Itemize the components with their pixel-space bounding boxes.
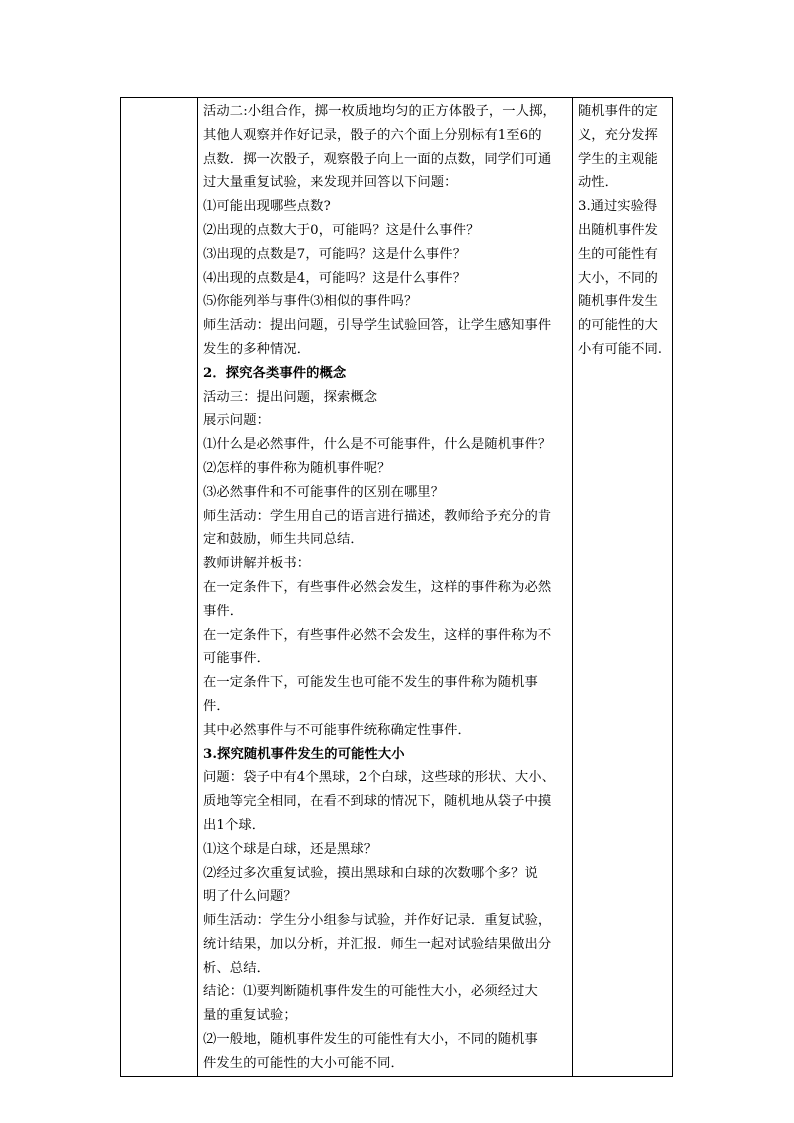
text-line: ⑴这个球是白球，还是黑球？ (203, 841, 378, 857)
intent-text-line: 的可能性的大 (578, 318, 658, 334)
text-line: 可能事件． (203, 651, 270, 667)
text-line: ⑵经过多次重复试验，摸出黑球和白球的次数哪个多？说 (203, 865, 538, 881)
text-line: 结论：⑴要判断随机事件发生的可能性大小，必须经过大 (203, 984, 538, 1000)
text-line: 质地等完全相同，在看不到球的情况下，随机地从袋子中摸 (203, 794, 552, 810)
intent-text-line: 大小，不同的 (578, 270, 658, 286)
section-heading: 3.探究随机事件发生的可能性大小 (203, 746, 405, 762)
text-line: 问题：袋子中有4个黑球，2个白球，这些球的形状、大小、 (203, 770, 556, 786)
text-line: 明了什么问题？ (203, 889, 297, 905)
text-line: 出1个球． (203, 817, 266, 833)
text-line: ⑶出现的点数是7，可能吗？这是什么事件？ (203, 246, 467, 262)
text-line: ⑵一般地，随机事件发生的可能性有大小，不同的随机事 (203, 1032, 538, 1048)
intent-text-line: 随机事件发生 (578, 294, 658, 310)
text-line: 过大量重复试验，来发现并回答以下问题： (203, 175, 458, 191)
lesson-plan-table (120, 97, 673, 1077)
design-intent-cell (573, 98, 673, 1077)
intent-text-line: 动性． (578, 175, 618, 191)
text-line: ⑴什么是必然事件，什么是不可能事件，什么是随机事件？ (203, 437, 552, 453)
table-row (121, 98, 673, 1077)
text-line: 件发生的可能性的大小可能不同． (203, 1055, 404, 1071)
text-line: 点数．掷一次骰子，观察骰子向上一面的点数，同学们可通 (203, 151, 552, 167)
text-line: 定和鼓励，师生共同总结． (203, 532, 364, 548)
intent-text-line: 随机事件的定 (578, 104, 658, 119)
intent-text-line: 义，充分发挥 (578, 127, 658, 143)
section-heading: 2．探究各类事件的概念 (203, 365, 347, 381)
text-line: 活动二:小组合作，掷一枚质地均匀的正方体骰子，一人掷， (203, 104, 556, 119)
text-line: ⑵出现的点数大于0，可能吗？这是什么事件？ (203, 222, 480, 238)
text-line: 师生活动：提出问题，引导学生试验回答，让学生感知事件 (203, 318, 552, 334)
text-line: 教师讲解并板书： (203, 556, 311, 572)
text-line: ⑸你能列举与事件⑶相似的事件吗？ (203, 294, 418, 310)
text-line: 其他人观察并作好记录，骰子的六个面上分别标有1至6的 (203, 127, 542, 143)
text-line: 析、总结． (203, 960, 270, 976)
text-line: 活动三：提出问题，探索概念 (203, 389, 378, 405)
text-line: 件． (203, 698, 230, 714)
text-line: 其中必然事件与不可能事件统称确定性事件． (203, 722, 471, 738)
text-line: ⑶必然事件和不可能事件的区别在哪里？ (203, 484, 445, 500)
text-line: 在一定条件下，有些事件必然会发生，这样的事件称为必然 (203, 579, 552, 595)
text-line: 师生活动：学生分小组参与试验，并作好记录．重复试验， (203, 913, 552, 929)
intent-text-line: 生的可能性有 (578, 246, 658, 262)
text-line: 统计结果，加以分析，并汇报．师生一起对试验结果做出分 (203, 936, 552, 952)
text-line: ⑵怎样的事件称为随机事件呢？ (203, 460, 391, 476)
teaching-process-cell (198, 98, 573, 1077)
text-line: ⑷出现的点数是4，可能吗？这是什么事件？ (203, 270, 467, 286)
text-line: 量的重复试验； (203, 1008, 297, 1024)
stage-cell (121, 98, 198, 1077)
text-line: ⑴可能出现哪些点数? (203, 199, 331, 215)
intent-text-line: 出随机事件发 (578, 222, 658, 238)
text-line: 展示问题： (203, 413, 270, 429)
intent-text-line: 小有可能不同. (578, 341, 663, 357)
text-line: 在一定条件下，有些事件必然不会发生，这样的事件称为不 (203, 627, 552, 643)
intent-text-line: 3.通过实验得 (578, 199, 658, 215)
text-line: 师生活动：学生用自己的语言进行描述，教师给予充分的肯 (203, 508, 552, 524)
intent-text-line: 学生的主观能 (578, 151, 658, 167)
text-line: 在一定条件下，可能发生也可能不发生的事件称为随机事 (203, 675, 538, 691)
text-line: 发生的多种情况． (203, 341, 311, 357)
text-line: 事件． (203, 603, 244, 619)
